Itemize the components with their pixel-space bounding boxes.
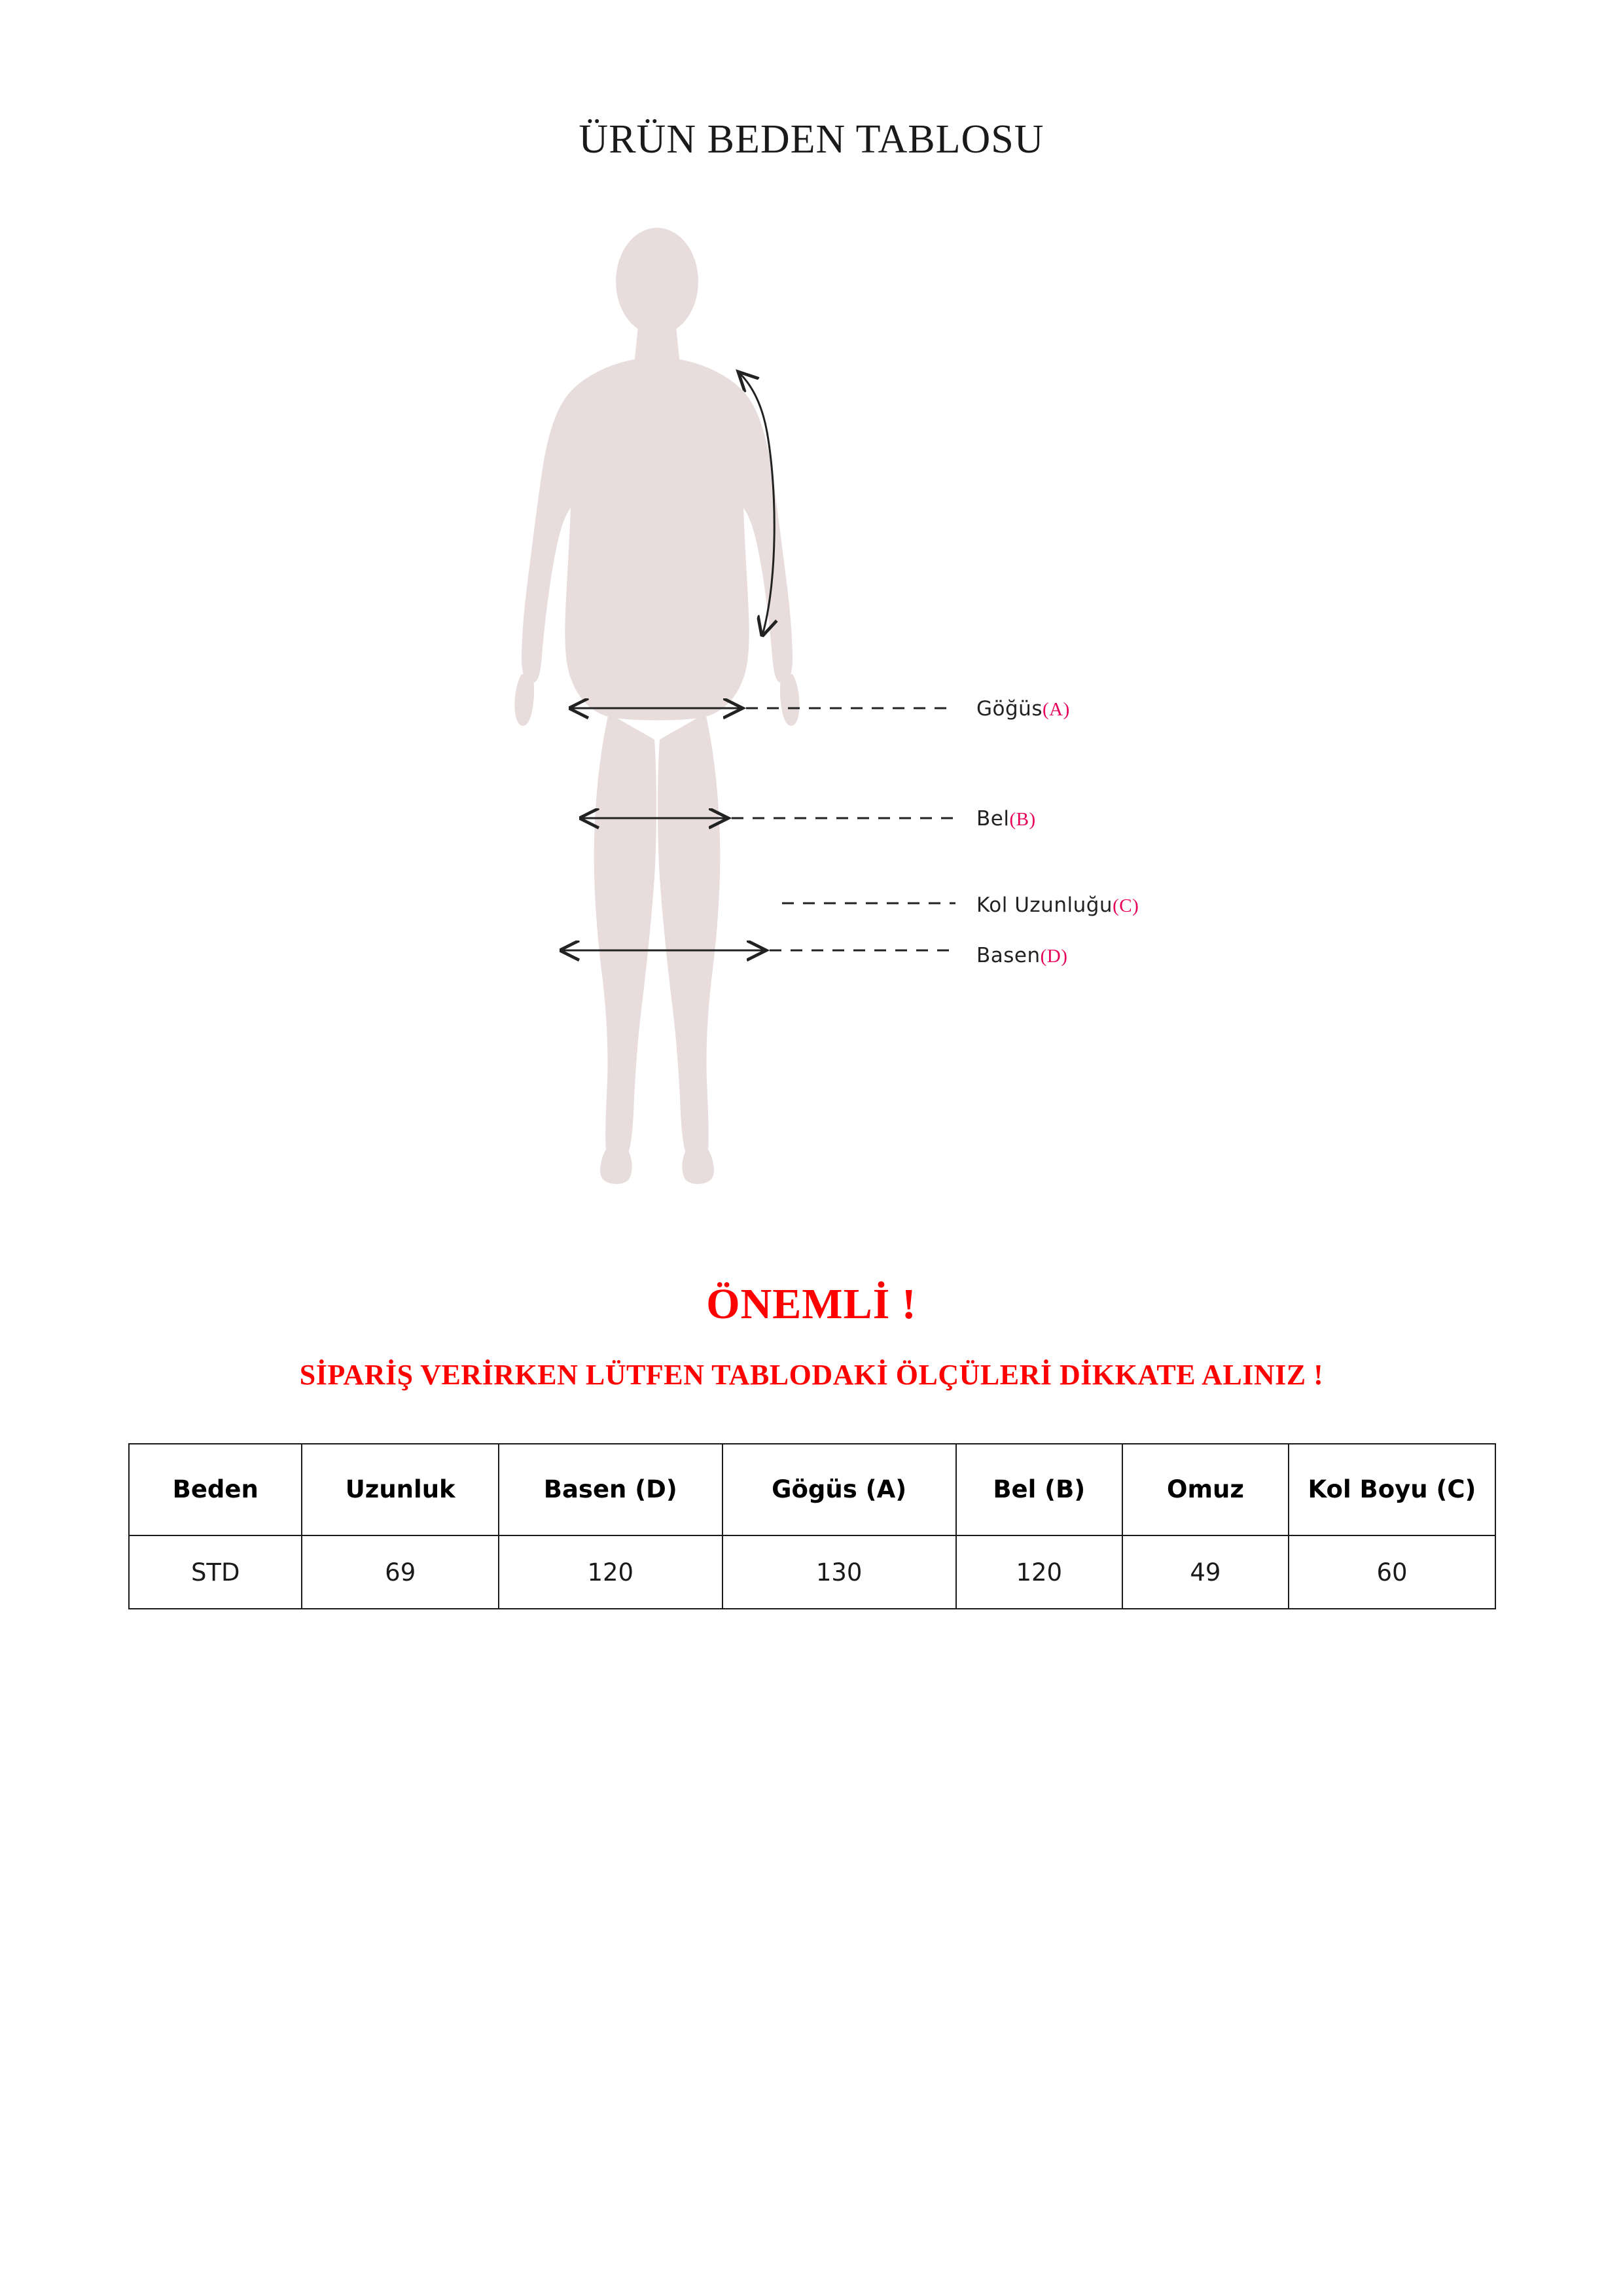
cell-gogus: 130 — [722, 1535, 956, 1609]
cell-basen: 120 — [499, 1535, 722, 1609]
cell-omuz: 49 — [1122, 1535, 1289, 1609]
cell-bel: 120 — [956, 1535, 1122, 1609]
label-waist-code: (B) — [1009, 809, 1036, 830]
table-header-kol-boyu: Kol Boyu (C) — [1289, 1444, 1495, 1535]
table-header-basen: Basen (D) — [499, 1444, 722, 1535]
notice-headline: ÖNEMLİ ! — [706, 1280, 917, 1328]
table-header-row — [129, 1444, 1495, 1535]
label-hip — [976, 944, 1067, 967]
label-hip-code: (D) — [1040, 946, 1068, 967]
cell-uzunluk: 69 — [302, 1535, 498, 1609]
label-waist-text: Bel — [976, 807, 1010, 831]
page-title: ÜRÜN BEDEN TABLOSU — [579, 117, 1044, 162]
label-waist — [976, 807, 1036, 831]
cell-kol-boyu: 60 — [1289, 1535, 1495, 1609]
label-hip-text: Basen — [976, 944, 1041, 967]
table-header-gogus: Gögüs (A) — [722, 1444, 956, 1535]
table-header-bel: Bel (B) — [956, 1444, 1122, 1535]
table-header-uzunluk: Uzunluk — [302, 1444, 498, 1535]
label-sleeve-length-code: (C) — [1113, 895, 1139, 916]
table-row — [129, 1535, 1495, 1609]
label-bust-code: (A) — [1042, 699, 1070, 720]
cell-beden: STD — [129, 1535, 302, 1609]
table-header-omuz: Omuz — [1122, 1444, 1289, 1535]
label-sleeve-length — [976, 893, 1139, 917]
female-body-silhouette — [514, 228, 799, 1184]
label-bust-text: Göğüs — [976, 697, 1043, 721]
measurement-figure — [0, 216, 1623, 1237]
size-table — [128, 1443, 1496, 1609]
notice-subline: SİPARİŞ VERİRKEN LÜTFEN TABLODAKİ ÖLÇÜLERİ DİKKATE ALINIZ ! — [299, 1359, 1324, 1391]
label-sleeve-length-text: Kol Uzunluğu — [976, 893, 1113, 917]
female-silhouette-diagram — [0, 216, 1623, 1237]
table-header-beden: Beden — [129, 1444, 302, 1535]
label-bust — [976, 697, 1070, 721]
